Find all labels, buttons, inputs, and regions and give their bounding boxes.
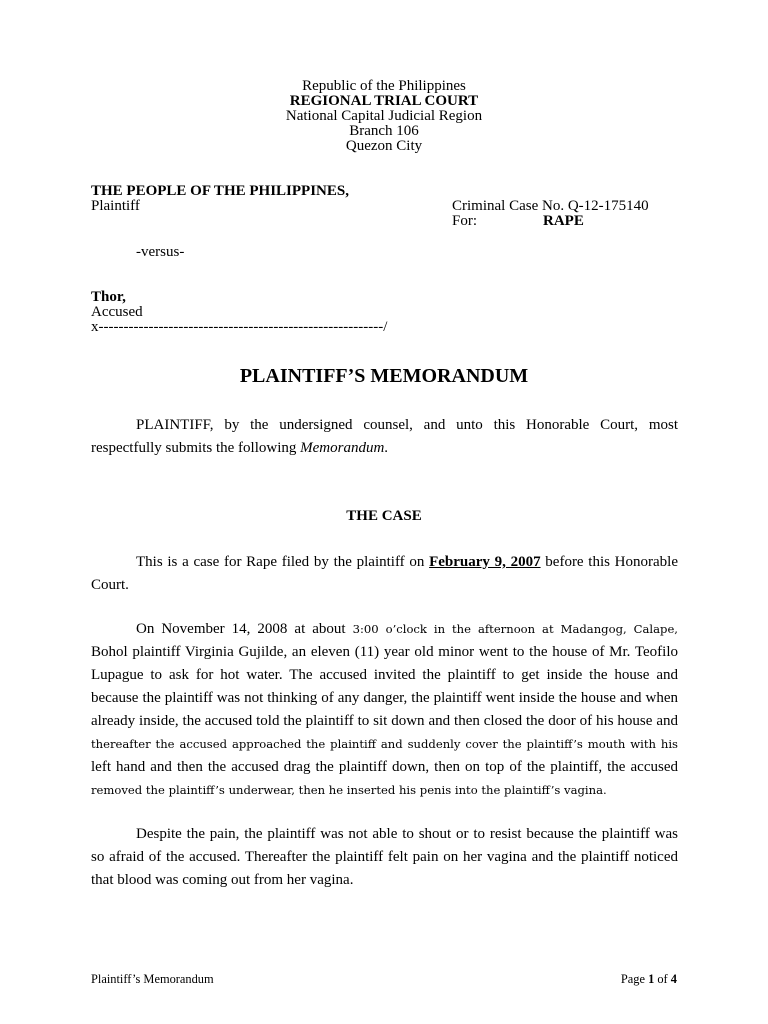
page-current: 1 (648, 972, 655, 986)
paragraph-line: Lupague to ask for hot water. The accused invited the plaintiff to get inside the house and (91, 666, 678, 683)
paragraph-line: Despite the pain, the plaintiff was not able to shout or to resist because the plaintiff was (136, 825, 678, 842)
line-text: . (384, 439, 389, 456)
versus-text: -versus- (136, 243, 185, 260)
court-header (91, 79, 677, 154)
paragraph-line: so afraid of the accused. Thereafter the plaintiff felt pain on her vagina and the plaintiff noticed (91, 848, 678, 865)
offense-label: For: (452, 213, 478, 229)
offense-value: RAPE (543, 213, 584, 229)
paragraph-line: Bohol plaintiff Virginia Gujilde, an eleven (11) year old minor went to the house of Mr. Teofilo (91, 643, 678, 660)
case-filing-paragraph (91, 551, 678, 597)
paragraph-line: left hand and then the accused drag the plaintiff down, then on top of the plaintiff, the accused (91, 758, 678, 775)
page-prefix: Page (620, 972, 649, 986)
page-total: 4 (670, 972, 677, 986)
plaintiff-name: THE PEOPLE OF THE PHILIPPINES, (91, 182, 349, 199)
paragraph-line: already inside, the accused told the plaintiff to sit down and then closed the door of his house and (91, 712, 678, 729)
paragraph-line: PLAINTIFF, by the undersigned counsel, and unto this Honorable Court, most (136, 416, 678, 433)
section-heading: THE CASE (346, 507, 422, 524)
case-number: Criminal Case No. Q-12-175140 (452, 197, 649, 214)
line-text: removed the plaintiff’s underwear, then he inserted his penis into the plaintiff’s vagina. (91, 782, 607, 797)
facts-paragraph (91, 618, 678, 802)
case-info-block (452, 199, 649, 230)
footer-title: Plaintiff’s Memorandum (91, 972, 214, 986)
branch-number: Branch 106 (349, 122, 419, 139)
page-separator: of (654, 972, 671, 986)
page-footer (91, 972, 677, 986)
court-city: Quezon City (345, 137, 423, 154)
intro-paragraph (91, 414, 678, 460)
paragraph-line: Court. (91, 576, 129, 593)
paragraph-line (91, 551, 678, 574)
paragraph-line (91, 733, 678, 756)
line-text: before this Honorable (540, 553, 678, 570)
memorandum-term: Memorandum (300, 439, 385, 456)
paragraph-line: that blood was coming out from her vagina. (91, 871, 354, 888)
caption-separator: x---------------------------------------------------------/ (91, 318, 388, 335)
accused-block (91, 290, 387, 335)
accused-label: Accused (91, 303, 143, 320)
judicial-region: National Capital Judicial Region (285, 107, 483, 124)
plaintiff-label: Plaintiff (91, 197, 140, 214)
page-number (621, 972, 677, 986)
paragraph-line (91, 437, 678, 460)
accused-name: Thor, (91, 288, 126, 305)
plaintiff-block (91, 184, 349, 214)
offense-row (452, 214, 649, 230)
aftermath-paragraph (91, 823, 678, 892)
line-text: 3:00 o’clock in the afternoon at Madangog, Calape, (352, 621, 678, 636)
paragraph-line (91, 779, 678, 802)
paragraph-line (91, 618, 678, 641)
court-name: REGIONAL TRIAL COURT (289, 92, 479, 109)
line-text: thereafter the accused approached the plaintiff and suddenly cover the plaintiff’s mouth with his (91, 736, 678, 751)
filing-date: February 9, 2007 (429, 553, 541, 570)
line-text: respectfully submits the following (91, 439, 301, 456)
country-name: Republic of the Philippines (302, 77, 466, 94)
document-title: PLAINTIFF’S MEMORANDUM (239, 365, 529, 387)
line-text: On November 14, 2008 at about (136, 620, 353, 637)
paragraph-line: because the plaintiff was not thinking of any danger, the plaintiff went inside the house and when (91, 689, 678, 706)
line-text: This is a case for Rape filed by the plaintiff on (136, 553, 430, 570)
